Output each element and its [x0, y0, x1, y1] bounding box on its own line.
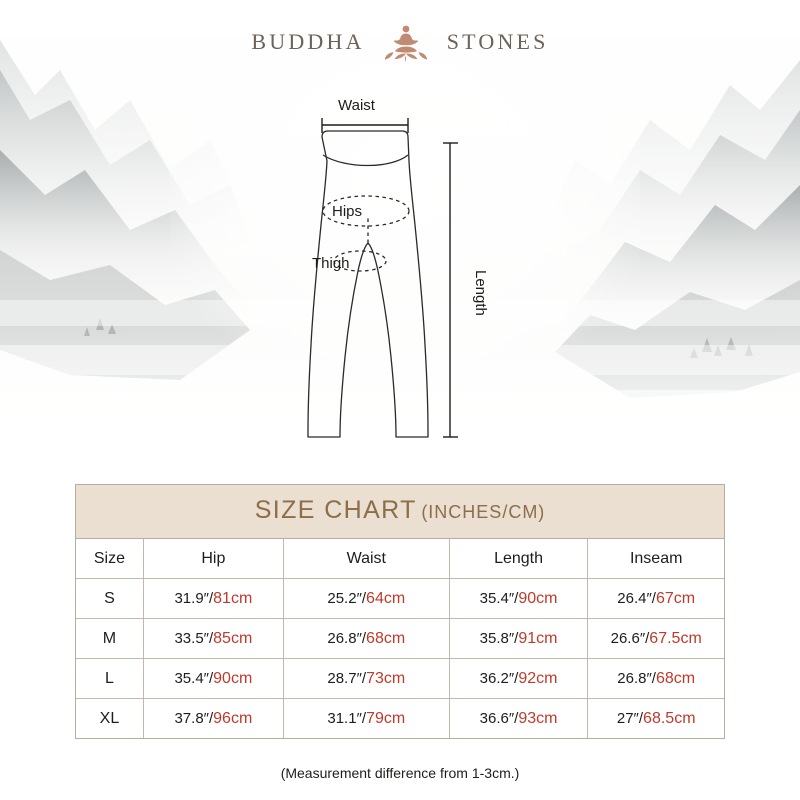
- table-row: [76, 619, 724, 659]
- cell-waist: 25.2″/64cm: [283, 579, 449, 619]
- cell-inseam: 27″/68.5cm: [588, 699, 724, 739]
- column-header-waist: Waist: [283, 539, 449, 579]
- cell-hip: 35.4″/90cm: [143, 659, 283, 699]
- table-row: [76, 659, 724, 699]
- column-header-size: Size: [76, 539, 143, 579]
- leggings-measurement-diagram: [250, 95, 580, 465]
- column-header-inseam: Inseam: [588, 539, 724, 579]
- label-hips: Hips: [332, 203, 363, 220]
- cell-size: M: [76, 619, 143, 659]
- column-header-length: Length: [449, 539, 588, 579]
- table-row: [76, 699, 724, 739]
- brand-header: [0, 20, 800, 64]
- cell-inseam: 26.4″/67cm: [588, 579, 724, 619]
- cell-length: 36.6″/93cm: [449, 699, 588, 739]
- cell-waist: 26.8″/68cm: [283, 619, 449, 659]
- cell-size: S: [76, 579, 143, 619]
- size-chart-title-unit: (INCHES/CM): [421, 502, 546, 522]
- cell-length: 36.2″/92cm: [449, 659, 588, 699]
- table-row: [76, 579, 724, 619]
- cell-waist: 28.7″/73cm: [283, 659, 449, 699]
- table-header-row: [76, 539, 724, 579]
- measurement-footnote: (Measurement difference from 1-3cm.): [280, 765, 520, 781]
- size-chart-title: [76, 485, 724, 539]
- cell-size: L: [76, 659, 143, 699]
- cell-waist: 31.1″/79cm: [283, 699, 449, 739]
- cell-length: 35.8″/91cm: [449, 619, 588, 659]
- cell-inseam: 26.8″/68cm: [588, 659, 724, 699]
- label-length: Length: [472, 270, 489, 316]
- column-header-hip: Hip: [143, 539, 283, 579]
- cell-hip: 37.8″/96cm: [143, 699, 283, 739]
- brand-word-right: STONES: [446, 29, 549, 54]
- label-waist: Waist: [338, 97, 375, 114]
- cell-inseam: 26.6″/67.5cm: [588, 619, 724, 659]
- label-thigh: Thigh: [312, 255, 350, 272]
- size-chart-title-main: SIZE CHART: [254, 496, 417, 524]
- cell-size: XL: [76, 699, 143, 739]
- lotus-meditation-figure-icon: [379, 20, 433, 64]
- brand-word-left: BUDDHA: [251, 29, 365, 54]
- size-chart-table: [75, 484, 725, 739]
- cell-length: 35.4″/90cm: [449, 579, 588, 619]
- cell-hip: 31.9″/81cm: [143, 579, 283, 619]
- cell-hip: 33.5″/85cm: [143, 619, 283, 659]
